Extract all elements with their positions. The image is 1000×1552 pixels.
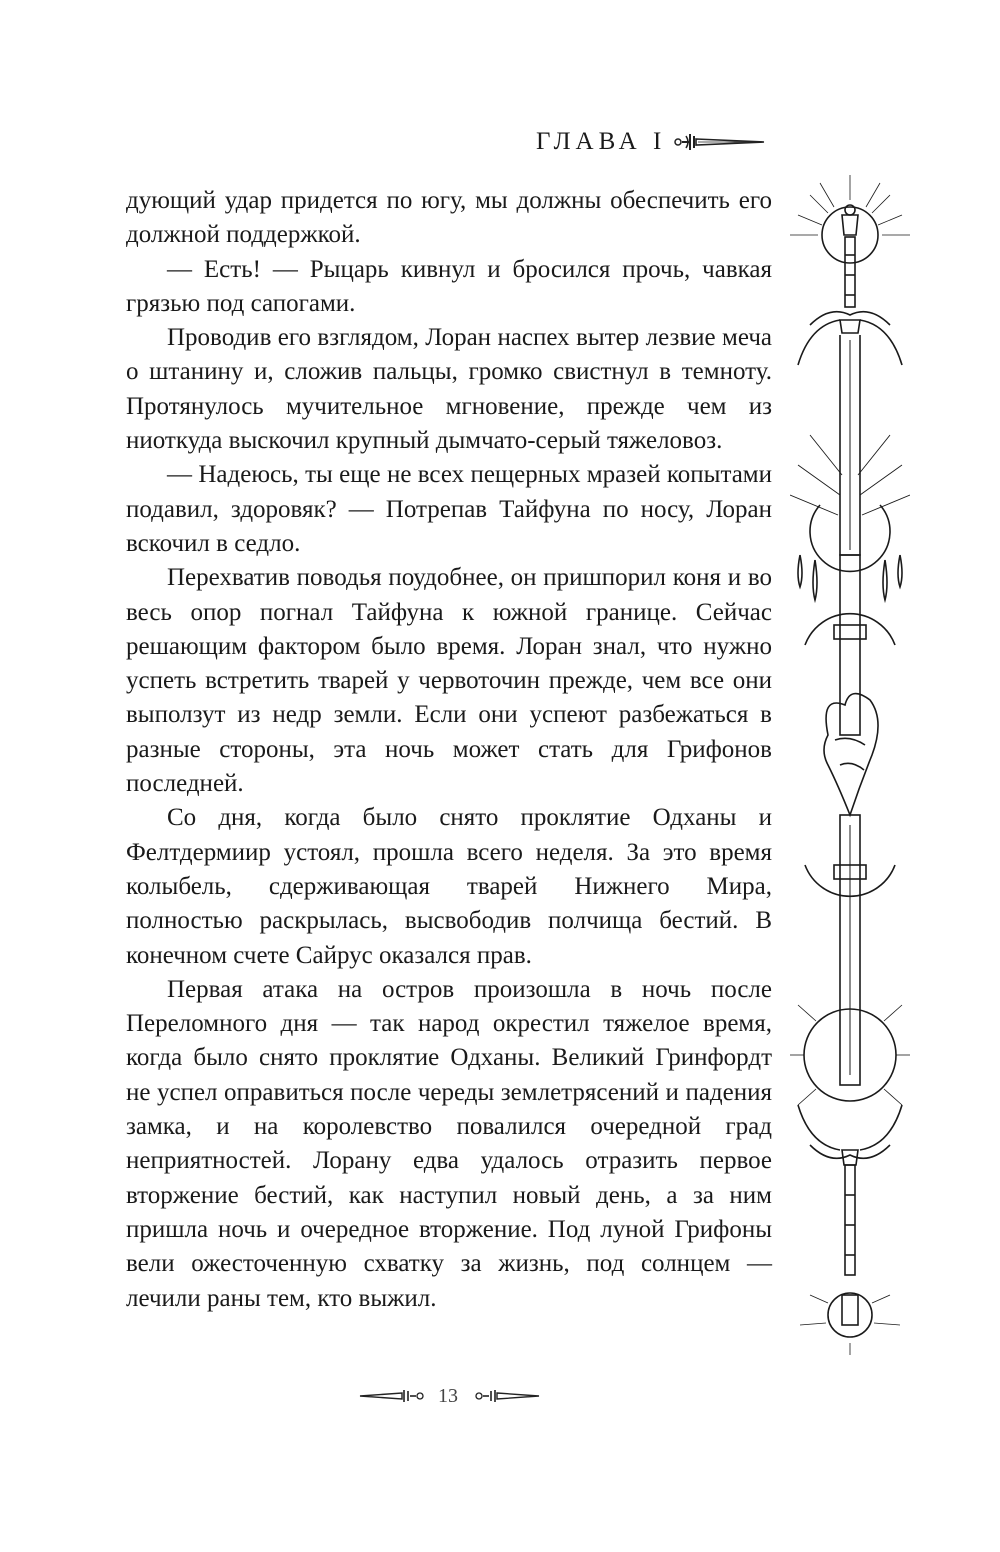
body-text bbox=[126, 184, 772, 1316]
sword-border-ornament-icon bbox=[790, 175, 910, 1355]
dagger-right-ornament-icon bbox=[473, 1388, 541, 1404]
paragraph: Перехватив поводья поудобнее, он пришпорил коня и во весь опор погнал Тайфуна к южной границе. Сейчас решающим фактором было время. Лоран знал, что нужно успеть встретить тварей у червоточин прежде, чем все они выползут из недр земли. Если они успеют разбежаться в разные стороны, эта ночь может стать для Грифонов последней. bbox=[126, 564, 772, 798]
paragraph: Со дня, когда было снято проклятие Одханы и Фелтдермиир устоял, прошла всего неделя. За это время колыбель, сдерживающая тварей Нижнего Мира, полностью раскрылась, высвободив полчища бестий. В конечном счете Сайрус оказался прав. bbox=[126, 804, 772, 969]
paragraph: — Надеюсь, ты еще не всех пещерных мразей копытами подавил, здоровяк? — Потрепав Тайфуна по носу, Лоран вскочил в седло. bbox=[126, 461, 772, 557]
chapter-title: ГЛАВА I bbox=[536, 128, 667, 155]
running-header bbox=[520, 122, 780, 162]
paragraph: Проводив его взглядом, Лоран наспех вытер лезвие меча о штанину и, сложив пальцы, громко свистнул в темноту. Протянулось мучительное мгновение, прежде чем из ниоткуда выскочил крупный дымчато-серый тяжеловоз. bbox=[126, 324, 772, 455]
paragraph: дующий удар придется по югу, мы должны обеспечить его должной поддержкой. bbox=[126, 187, 772, 249]
dagger-left-ornament-icon bbox=[358, 1388, 426, 1404]
paragraph: Первая атака на остров произошла в ночь после Переломного дня — так народ окрестил тяжелое время, когда было снято проклятие Одханы. Великий Гринфордт не успел оправиться после череды землетрясений и падения замка, и на королевство повалился очередной град неприятностей. Лорану едва удалось отразить первое вторжение бестий, как наступил новый день, а за ним пришла ночь и очередное вторжение. Под луной Грифоны вели ожесточенную схватку за жизнь, под солнцем — лечили раны тем, кто выжил. bbox=[126, 975, 772, 1312]
page-footer bbox=[358, 1376, 533, 1416]
paragraph: — Есть! — Рыцарь кивнул и бросился прочь, чавкая грязью под сапогами. bbox=[126, 255, 772, 317]
dagger-ornament-icon bbox=[672, 130, 772, 154]
page-number: 13 bbox=[438, 1385, 458, 1407]
